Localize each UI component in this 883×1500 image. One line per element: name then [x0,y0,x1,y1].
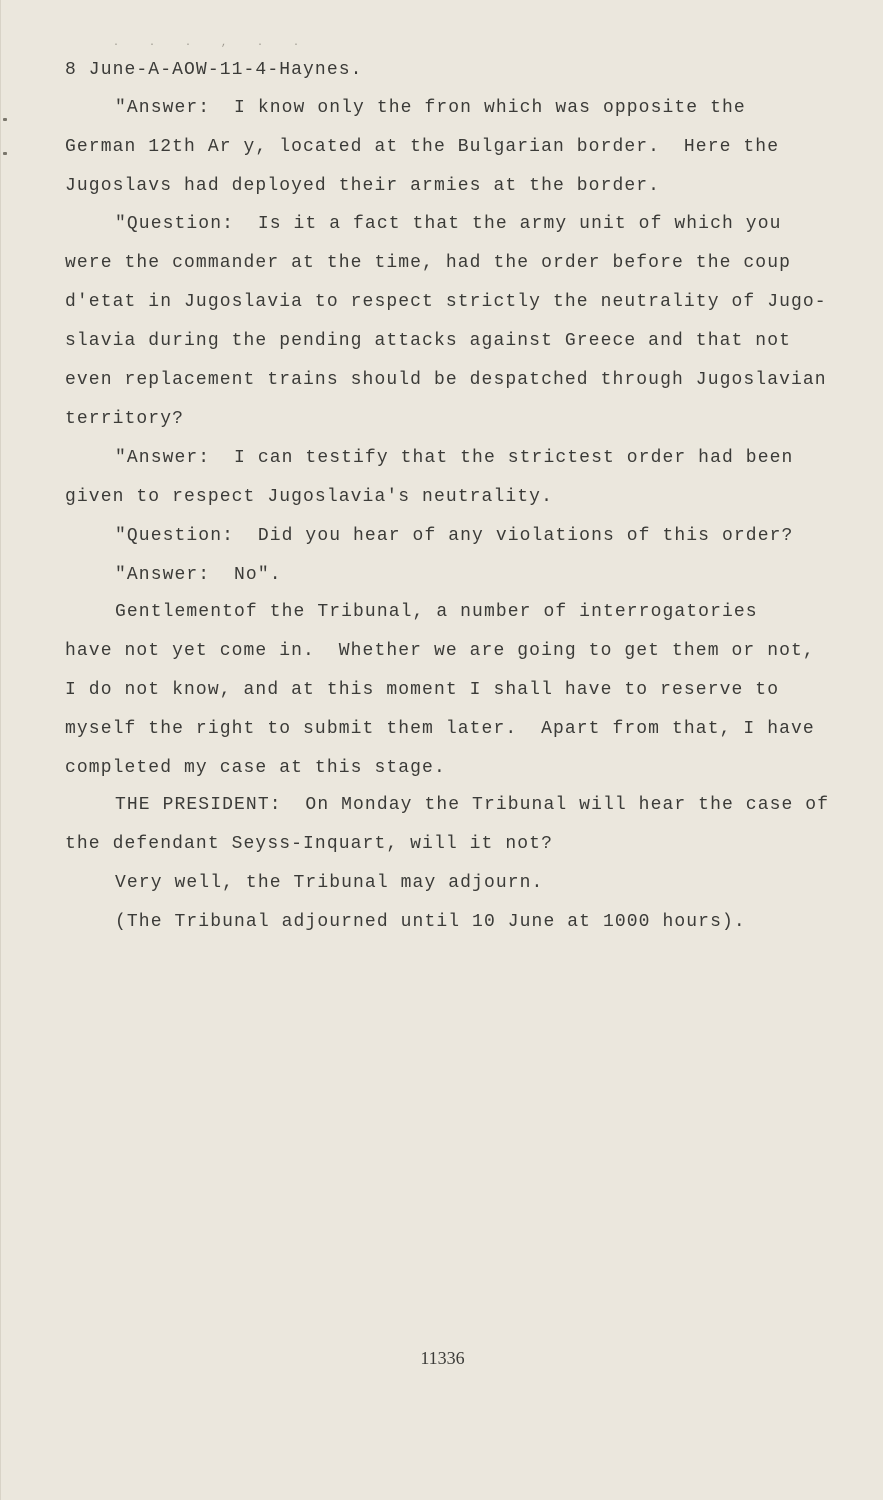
text-line: myself the right to submit them later. Apart from that, I have [65,719,815,739]
text-line: German 12th Ar y, located at the Bulgarian border. Here the [65,137,780,157]
text-line: completed my case at this stage. [65,758,446,778]
text-line: Jugoslavs had deployed their armies at the border. [65,176,661,196]
text-line: "Question: Is it a fact that the army unit of which you [115,214,782,234]
text-line: were the commander at the time, had the order before the coup [65,253,792,273]
edge-mark [3,118,7,121]
text-line: "Answer: I know only the fron which was opposite the [115,98,746,118]
text-line: "Answer: I can testify that the strictest order had been [115,448,794,468]
text-line: "Answer: No". [115,565,282,585]
text-line: d'etat in Jugoslavia to respect strictly the neutrality of Jugo- [65,292,827,312]
text-line: given to respect Jugoslavia's neutrality. [65,487,553,507]
text-line: have not yet come in. Whether we are going to get them or not, [65,641,815,661]
text-line: THE PRESIDENT: On Monday the Tribunal will hear the case of [115,795,830,815]
text-line: "Question: Did you hear of any violations of this order? [115,526,794,546]
document-header: 8 June-A-AOW-11-4-Haynes. [65,60,363,80]
text-line: the defendant Seyss-Inquart, will it not? [65,834,553,854]
faint-marks: . . . , . . [113,38,312,49]
page-number: 11336 [420,1348,465,1368]
text-line: I do not know, and at this moment I shall have to reserve to [65,680,780,700]
text-line: even replacement trains should be despatched through Jugoslavian [65,370,827,390]
text-line: (The Tribunal adjourned until 10 June at 1000 hours). [115,912,746,932]
edge-mark [3,152,7,155]
text-line: Very well, the Tribunal may adjourn. [115,873,544,893]
text-line: slavia during the pending attacks against Greece and that not [65,331,792,351]
text-line: Gentlementof the Tribunal, a number of interrogatories [115,602,758,622]
text-line: territory? [65,409,185,429]
